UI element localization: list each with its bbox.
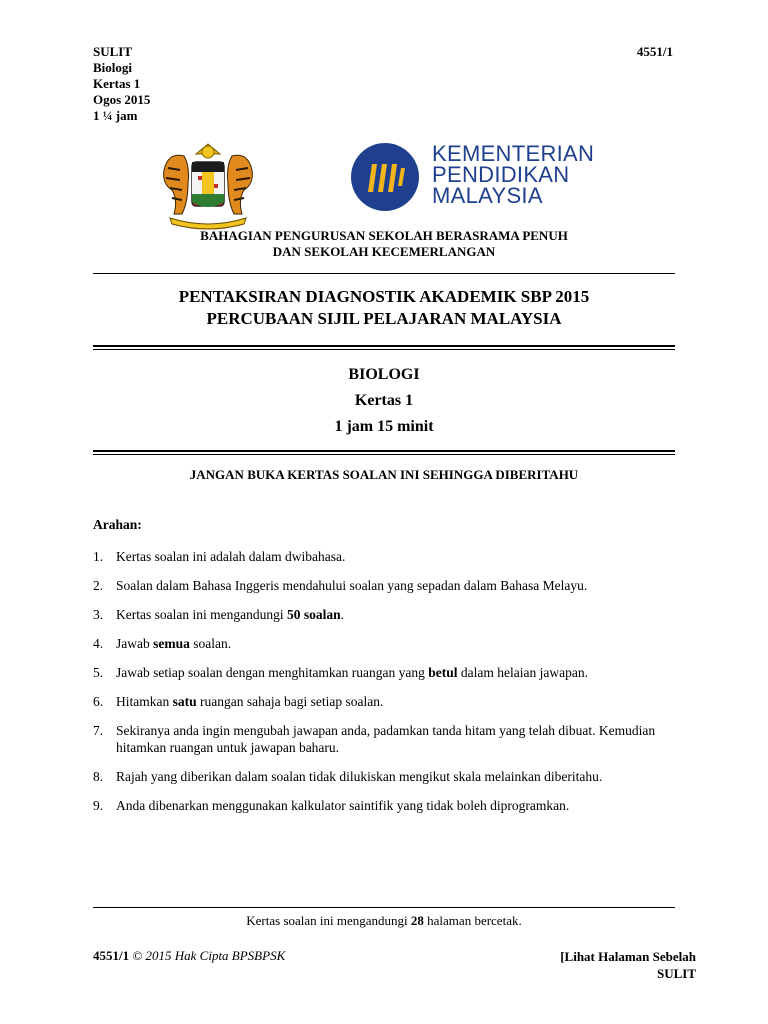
header-info xyxy=(93,44,150,124)
exam-title xyxy=(93,286,675,330)
ministry-emblem-logo xyxy=(350,142,420,212)
instruction-number: 7. xyxy=(93,723,104,738)
subject-name: BIOLOGI xyxy=(348,366,420,383)
header-line-paper: Kertas 1 xyxy=(93,76,141,91)
footer-right xyxy=(560,948,696,982)
header-line-duration: 1 ¼ jam xyxy=(93,108,138,123)
instruction-text: Jawab semua soalan. xyxy=(116,636,232,651)
instructions-heading: Arahan: xyxy=(93,517,142,532)
page-count-note: Kertas soalan ini mengandungi 28 halaman bercetak. xyxy=(246,913,522,928)
instruction-item xyxy=(93,664,683,681)
instruction-number: 2. xyxy=(93,578,104,593)
instruction-text: Soalan dalam Bahasa Inggeris mendahului soalan yang sepadan dalam Bahasa Melayu. xyxy=(116,578,588,593)
instruction-item xyxy=(93,693,683,710)
divider-top xyxy=(93,273,675,274)
instruction-item xyxy=(93,722,683,756)
instruction-item xyxy=(93,548,683,565)
department-name xyxy=(93,228,675,260)
instruction-text: Sekiranya anda ingin mengubah jawapan anda, padamkan tanda hitam yang telah dibuat. Kemudian hitamkan ruangan untuk jawapan baharu. xyxy=(116,723,656,755)
subject-block xyxy=(93,362,675,440)
instruction-number: 8. xyxy=(93,769,104,784)
exam-title-line2: PERCUBAAN SIJIL PELAJARAN MALAYSIA xyxy=(206,309,562,328)
paper-code: 4551/1 xyxy=(636,44,673,59)
instruction-number: 5. xyxy=(93,665,104,680)
instruction-text: Kertas soalan ini mengandungi 50 soalan. xyxy=(116,607,344,622)
instructions-list xyxy=(93,548,683,826)
instruction-number: 1. xyxy=(93,549,104,564)
ministry-name-line2: PENDIDIKAN xyxy=(432,162,570,187)
instruction-text: Hitamkan satu ruangan sahaja bagi setiap soalan. xyxy=(116,694,384,709)
instruction-item xyxy=(93,797,683,814)
instruction-number: 3. xyxy=(93,607,104,622)
instruction-text: Jawab setiap soalan dengan menghitamkan ruangan yang betul dalam helaian jawapan. xyxy=(116,665,588,680)
copyright-text: © 2015 Hak Cipta BPSBPSK xyxy=(132,948,286,963)
instruction-item xyxy=(93,606,683,623)
divider-subject xyxy=(93,450,675,455)
divider-title xyxy=(93,345,675,350)
instruction-item xyxy=(93,635,683,652)
instruction-item xyxy=(93,768,683,785)
footer-sulit: SULIT xyxy=(656,966,696,981)
department-line2: DAN SEKOLAH KECEMERLANGAN xyxy=(272,244,496,259)
ministry-name xyxy=(432,143,594,206)
exam-duration: 1 jam 15 minit xyxy=(334,418,434,435)
coat-of-arms-logo xyxy=(158,140,258,232)
instruction-number: 4. xyxy=(93,636,104,651)
ministry-name-line1: KEMENTERIAN xyxy=(432,141,595,166)
header-line-sulit: SULIT xyxy=(93,44,133,59)
footer-paper-code: 4551/1 xyxy=(93,948,130,963)
copyright-line xyxy=(93,948,285,964)
instruction-text: Kertas soalan ini adalah dalam dwibahasa. xyxy=(116,549,346,564)
do-not-open-warning: JANGAN BUKA KERTAS SOALAN INI SEHINGGA DIBERITAHU xyxy=(189,467,579,482)
exam-title-line1: PENTAKSIRAN DIAGNOSTIK AKADEMIK SBP 2015 xyxy=(178,287,590,306)
department-line1: BAHAGIAN PENGURUSAN SEKOLAH BERASRAMA PENUH xyxy=(200,228,568,243)
instruction-number: 9. xyxy=(93,798,104,813)
instruction-text: Anda dibenarkan menggunakan kalkulator saintifik yang tidak boleh diprogramkan. xyxy=(116,798,570,813)
header-line-date: Ogos 2015 xyxy=(93,92,151,107)
divider-footer xyxy=(93,907,675,908)
paper-number: Kertas 1 xyxy=(354,392,414,409)
ministry-name-line3: MALAYSIA xyxy=(432,183,543,208)
instruction-item xyxy=(93,577,683,594)
header-line-subject: Biologi xyxy=(93,60,133,75)
instruction-number: 6. xyxy=(93,694,104,709)
instruction-text: Rajah yang diberikan dalam soalan tidak dilukiskan mengikut skala melainkan diberitahu. xyxy=(116,769,603,784)
next-page-note: [Lihat Halaman Sebelah xyxy=(560,949,696,964)
